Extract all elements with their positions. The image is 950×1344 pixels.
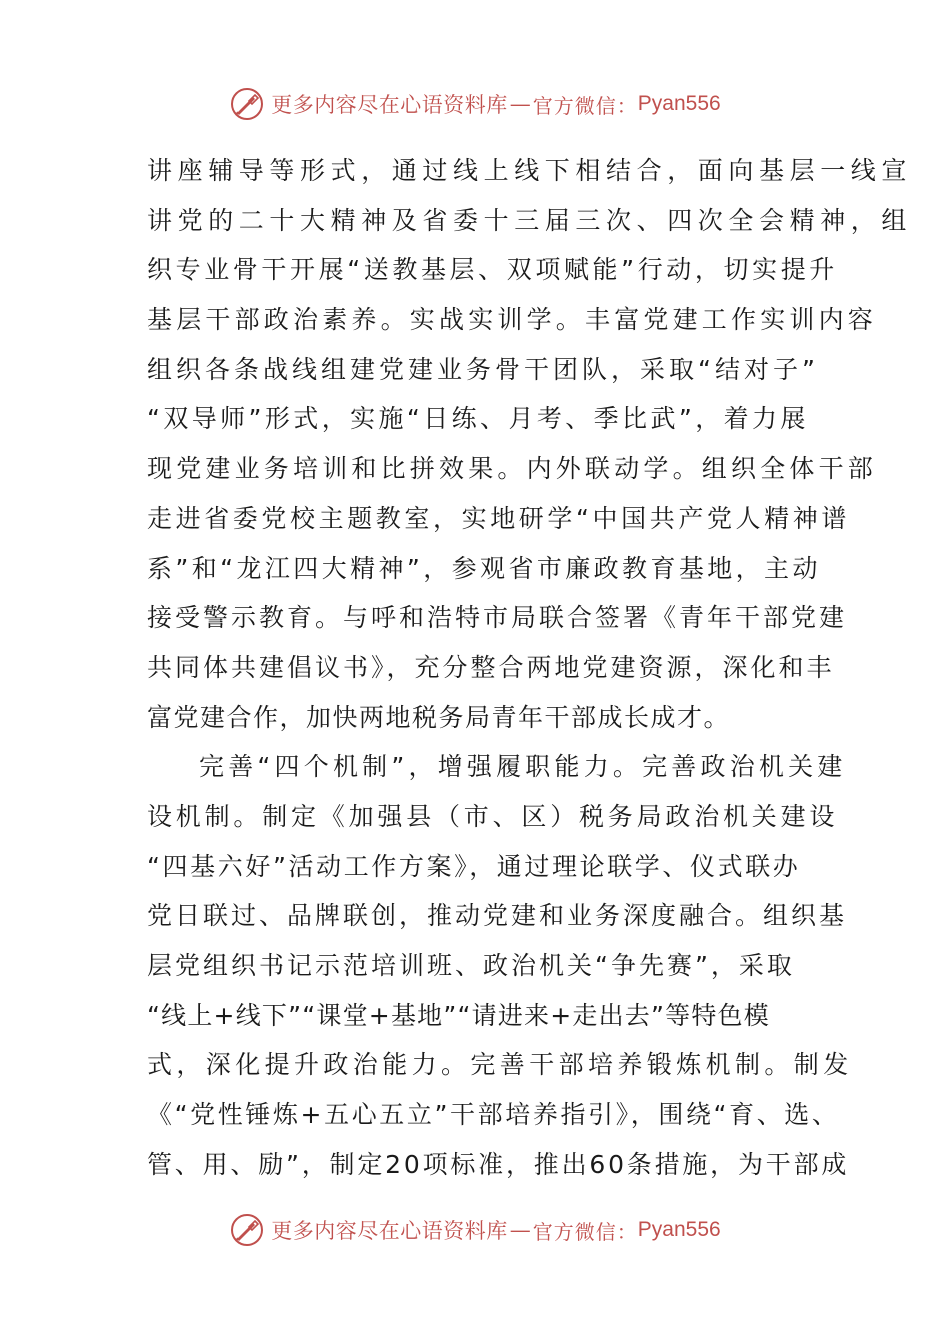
body-line: 组织各条战线组建党建业务骨干团队，采取“结对子” — [147, 354, 819, 384]
body-line: 讲党的二十大精神及省委十三届三次、四次全会精神，组 — [147, 205, 913, 235]
watermark-wechat-label: 官方微信： — [532, 93, 638, 118]
document-body — [147, 146, 913, 1189]
body-line: 系”和“龙江四大精神”，参观省市廉政教育基地，主动 — [147, 553, 821, 583]
pen-nib-logo-icon — [229, 86, 265, 122]
body-line: “线上+线下”“课堂+基地”“请进来+走出去”等特色模 — [147, 1000, 770, 1030]
footer-watermark — [0, 1208, 950, 1252]
body-line: “双导师”形式，实施“日练、月考、季比武”，着力展 — [147, 404, 809, 434]
body-line: 管、用、励”，制定20项标准，推出60条措施，为干部成 — [147, 1149, 850, 1179]
header-watermark — [0, 82, 950, 126]
watermark-wechat-id: Pyan556 — [637, 1218, 721, 1241]
body-line: 设机制。制定《加强县（市、区）税务局政治机关建设 — [147, 801, 839, 831]
watermark-text: 更多内容尽在心语资料库 — [271, 93, 508, 117]
body-line: 基层干部政治素养。实战实训学。丰富党建工作实训内容 — [147, 305, 878, 335]
body-line: 接受警示教育。与呼和浩特市局联合签署《青年干部党建 — [147, 603, 848, 633]
paragraph-first-line: 完善“四个机制”，增强履职能力。完善政治机关建 — [199, 752, 847, 782]
watermark-text: 更多内容尽在心语资料库 — [271, 1219, 508, 1243]
body-line: 走进省委党校主题教室，实地研学“中国共产党人精神谱 — [147, 503, 850, 533]
body-line: 《“党性锤炼+五心五立”干部培养指引》，围绕“育、选、 — [147, 1100, 840, 1130]
pen-nib-logo-icon — [229, 1212, 265, 1248]
body-line: “四基六好”活动工作方案》，通过理论联学、仪式联办 — [147, 851, 801, 881]
body-line: 现党建业务培训和比拼效果。内外联动学。组织全体干部 — [147, 454, 878, 484]
body-line: 党日联过、品牌联创，推动党建和业务深度融合。组织基 — [147, 901, 848, 931]
watermark-separator: — — [509, 92, 531, 116]
body-line: 层党组织书记示范培训班、政治机关“争先赛”，采取 — [147, 951, 795, 980]
watermark-wechat-id: Pyan556 — [637, 92, 721, 115]
body-line: 式，深化提升政治能力。完善干部培养锻炼机制。制发 — [147, 1050, 853, 1080]
body-line: 讲座辅导等形式，通过线上线下相结合，面向基层一线宣 — [147, 156, 913, 185]
body-line: 共同体共建倡议书》，充分整合两地党建资源，深化和丰 — [147, 652, 835, 682]
body-line: 富党建合作，加快两地税务局青年干部成长成才。 — [147, 702, 731, 732]
watermark-wechat-label: 官方微信： — [532, 1219, 638, 1244]
body-line: 织专业骨干开展“送教基层、双项赋能”行动，切实提升 — [147, 255, 838, 285]
watermark-separator: — — [509, 1218, 531, 1242]
